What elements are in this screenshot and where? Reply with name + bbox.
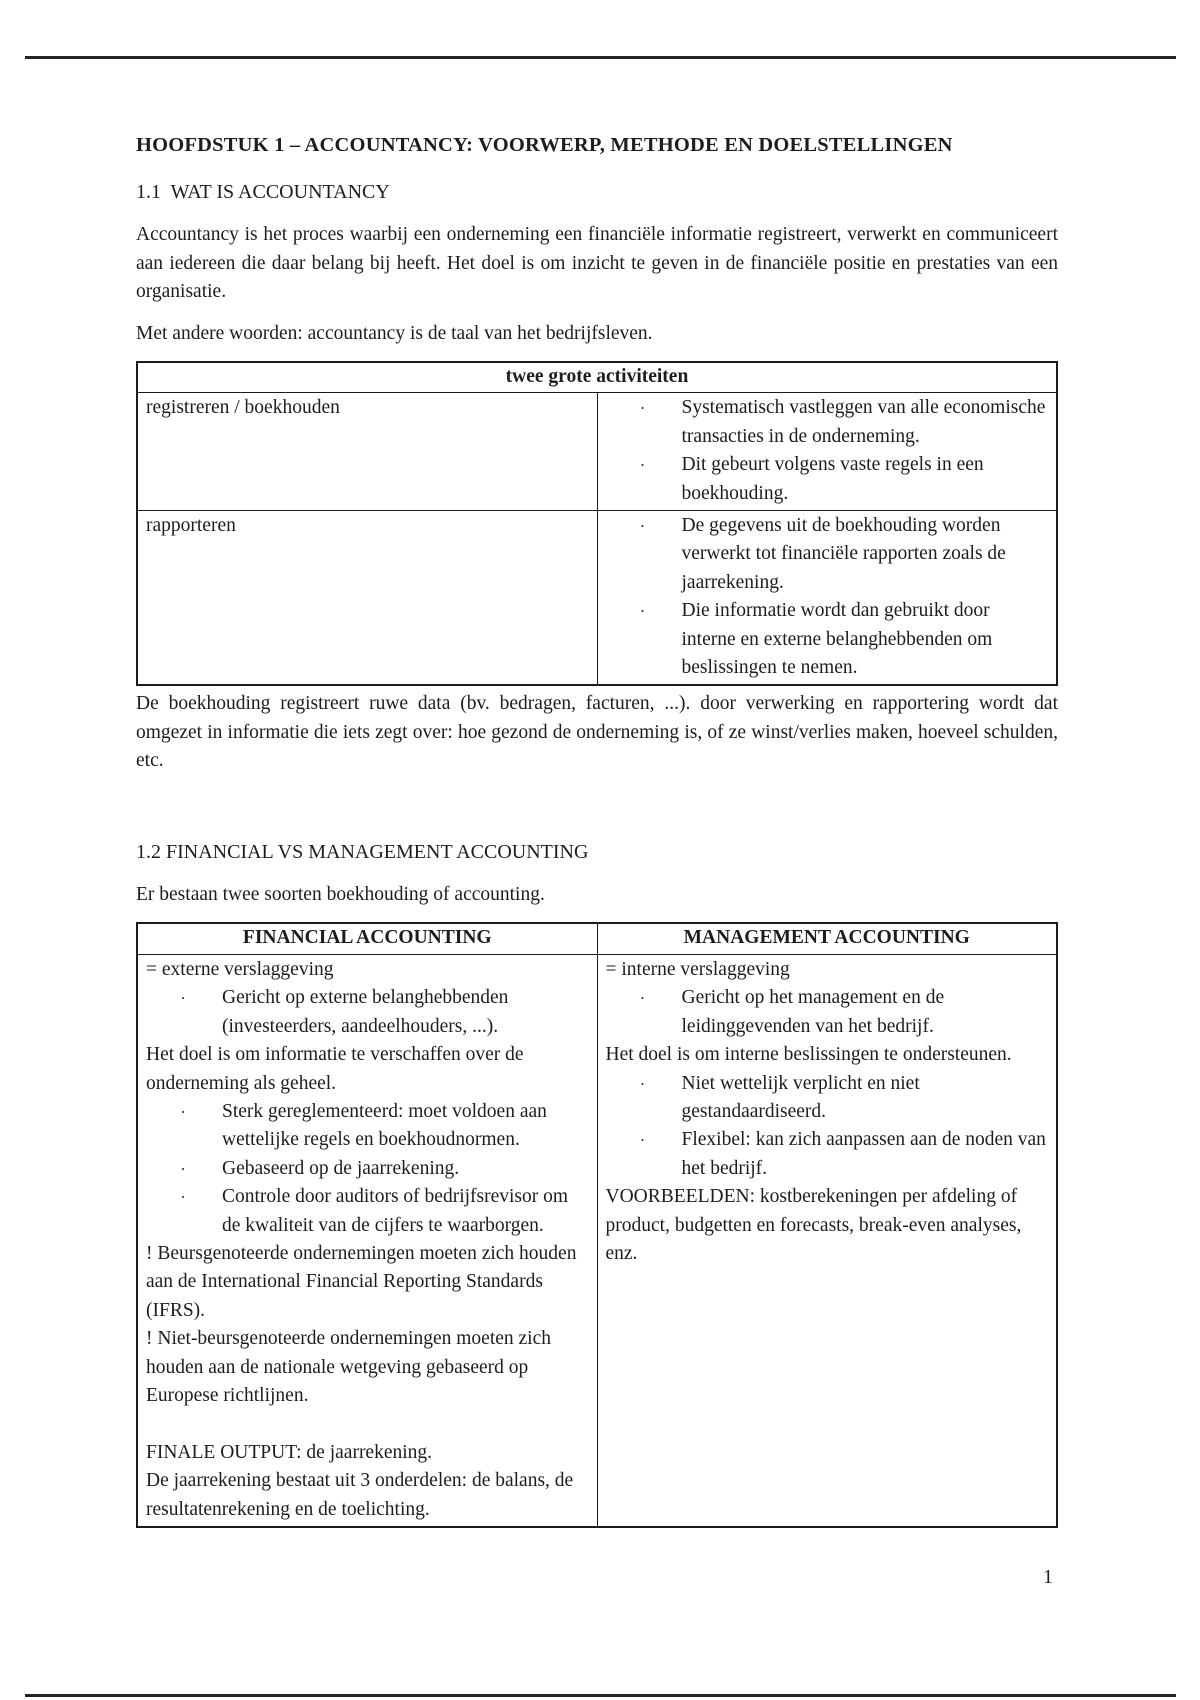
bullet-item — [146, 1155, 589, 1183]
bullet-item — [146, 1183, 589, 1240]
bullet-item — [606, 394, 1049, 451]
comparison-table — [136, 922, 1058, 1528]
bullet-dot: · — [639, 1130, 646, 1151]
bullet-item — [606, 451, 1049, 508]
section-title-1-2: 1.2 FINANCIAL VS MANAGEMENT ACCOUNTING — [136, 840, 589, 863]
page-number: 1 — [1043, 1567, 1053, 1588]
table-header-row — [137, 362, 1057, 393]
bullet-text: Flexibel: kan zich aanpassen aan de noden van het bedrijf. — [681, 1129, 1046, 1179]
activities-table-header: twee grote activiteiten — [137, 362, 1057, 393]
chapter-title: HOOFDSTUK 1 – ACCOUNTANCY: VOORWERP, METHODE EN DOELSTELLINGEN — [136, 134, 953, 156]
bullet-text: Controle door auditors of bedrijfsrevisor om de kwaliteit van de cijfers te waarborgen. — [222, 1186, 569, 1236]
bullet-item — [606, 597, 1049, 682]
comparison-header-row — [137, 923, 1057, 954]
cell-paragraph: ! Beursgenoteerde ondernemingen moeten zich houden aan de International Financial Reporting Standards (IFRS). — [146, 1242, 577, 1321]
bullet-item — [606, 512, 1049, 597]
row-content — [597, 393, 1057, 511]
bullet-item — [606, 1126, 1049, 1183]
bullet-item — [146, 1098, 589, 1155]
table-row — [137, 393, 1057, 511]
cell-paragraph: Het doel is om interne beslissingen te ondersteunen. — [605, 1044, 1012, 1066]
cell-paragraph: ! Niet-beursgenoteerde ondernemingen moeten zich houden aan de nationale wetgeving gebaseerd op Europese richtlijnen. — [146, 1328, 551, 1406]
bullet-dot: · — [180, 1101, 186, 1122]
bullet-dot: · — [180, 1158, 186, 1179]
comparison-body-row — [137, 954, 1057, 1527]
management-accounting-cell — [597, 954, 1057, 1527]
bullet-text: Gebaseerd op de jaarrekening. — [222, 1157, 460, 1179]
blank-line — [146, 1410, 589, 1438]
activities-table — [136, 361, 1058, 686]
bullet-dot: · — [639, 988, 646, 1009]
bullet-text: Systematisch vastleggen van alle economische transacties in de onderneming. — [681, 397, 1046, 447]
bullet-dot: · — [180, 988, 186, 1009]
table-row — [137, 511, 1057, 686]
bullet-dot: · — [639, 1073, 646, 1094]
cell-paragraph: FINALE OUTPUT: de jaarrekening. — [146, 1441, 433, 1463]
bullet-dot: · — [639, 516, 646, 537]
bullet-text: De gegevens uit de boekhouding worden verwerkt tot financiële rapporten zoals de jaarrekening. — [681, 515, 1006, 593]
row-content — [597, 511, 1057, 686]
bottom-rule — [25, 1694, 1176, 1697]
cell-paragraph: VOORBEELDEN: kostberekeningen per afdeling of product, budgetten en forecasts, break-even analyses, enz. — [605, 1186, 1022, 1264]
cell-paragraph: Het doel is om informatie te verschaffen over de onderneming als geheel. — [146, 1044, 524, 1094]
bullet-text: Gericht op het management en de leidinggevenden van het bedrijf. — [681, 987, 945, 1037]
bullet-text: Die informatie wordt dan gebruikt door interne en externe belanghebbenden om beslissingen te nemen. — [681, 600, 993, 679]
bullet-text: Dit gebeurt volgens vaste regels in een boekhouding. — [681, 454, 984, 504]
summary-paragraph: De boekhouding registreert ruwe data (bv. bedragen, facturen, ...). door verwerking en rapportering wordt dat omgezet in informatie die iets zegt over: hoe gezond de onderneming is, of ze winst/verlies maken, hoeveel schulden, etc. — [136, 693, 1058, 772]
row-label-registreren: registreren / boekhouden — [137, 393, 597, 511]
bullet-dot: · — [639, 398, 646, 419]
bullet-dot: · — [180, 1187, 186, 1208]
tagline-paragraph: Met andere woorden: accountancy is de taal van het bedrijfsleven. — [136, 322, 653, 344]
bullet-text: Niet wettelijk verplicht en niet gestandaardiseerd. — [681, 1072, 920, 1122]
cell-paragraph: = interne verslaggeving — [605, 958, 790, 980]
bullet-text: Gericht op externe belanghebbenden (investeerders, aandeelhouders, ...). — [222, 987, 509, 1037]
financial-accounting-cell — [137, 954, 597, 1527]
cell-paragraph: = externe verslaggeving — [146, 958, 334, 980]
bullet-item — [146, 984, 589, 1041]
cell-paragraph: De jaarrekening bestaat uit 3 onderdelen: de balans, de resultatenrekening en de toelichting. — [146, 1470, 574, 1520]
intro-paragraph: Accountancy is het proces waarbij een onderneming een financiële informatie registreert, verwerkt en communiceert aan iedereen die daar belang bij heeft. Het doel is om inzicht te geven in de financiële positie en prestaties van een organisatie. — [136, 224, 1058, 302]
top-rule — [25, 56, 1176, 59]
bullet-item — [606, 1070, 1049, 1127]
bullet-item — [606, 984, 1049, 1041]
row-label-rapporteren: rapporteren — [137, 511, 597, 686]
accounting-types-paragraph: Er bestaan twee soorten boekhouding of accounting. — [136, 883, 545, 905]
bullet-dot: · — [639, 601, 646, 622]
section-title-1-1: 1.1 WAT IS ACCOUNTANCY — [136, 181, 390, 203]
financial-accounting-header: FINANCIAL ACCOUNTING — [137, 923, 597, 954]
bullet-text: Sterk gereglementeerd: moet voldoen aan wettelijke regels en boekhoudnormen. — [222, 1100, 547, 1151]
document-content — [136, 131, 1058, 1528]
bullet-dot: · — [639, 455, 646, 476]
management-accounting-header: MANAGEMENT ACCOUNTING — [597, 923, 1057, 954]
